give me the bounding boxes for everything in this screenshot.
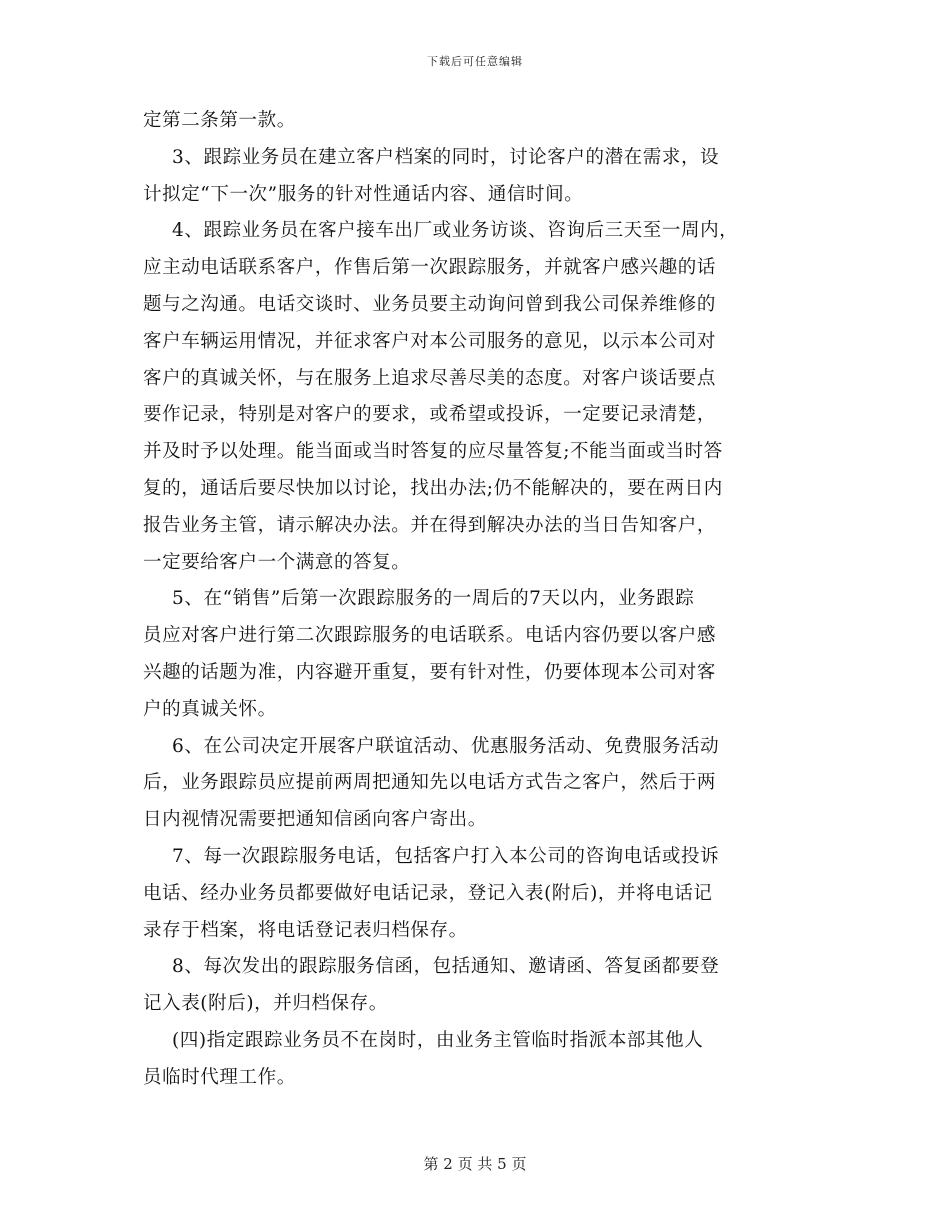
body-line: 复的，通话后要尽快加以讨论，找出办法;仍不能解决的，要在两日内: [143, 477, 723, 499]
body-line: 客户的真诚关怀，与在服务上追求尽善尽美的态度。对客户谈话要点: [143, 367, 717, 389]
body-line: 录存于档案，将电话登记表归档保存。: [143, 919, 468, 941]
page-header: 下载后可任意编辑: [427, 55, 523, 68]
body-line: 计拟定“下一次”服务的针对性通话内容、通信时间。: [143, 183, 584, 205]
body-line: 3、跟踪业务员在建立客户档案的同时，讨论客户的潜在需求，设: [172, 146, 720, 168]
page-number-footer: 第 2 页 共 5 页: [423, 1155, 527, 1173]
body-line: (四)指定跟踪业务员不在岗时，由业务主管临时指派本部其他人: [172, 1029, 704, 1051]
body-line: 6、在公司决定开展客户联谊活动、优惠服务活动、免费服务活动: [172, 735, 720, 757]
body-line: 并及时予以处理。能当面或当时答复的应尽量答复;不能当面或当时答: [143, 441, 723, 463]
body-line: 员应对客户进行第二次跟踪服务的电话联系。电话内容仍要以客户感: [143, 625, 717, 647]
body-line: 电话、经办业务员都要做好电话记录，登记入表(附后)，并将电话记: [143, 882, 713, 904]
body-line: 户的真诚关怀。: [143, 698, 277, 720]
body-line: 定第二条第一款。: [143, 110, 296, 131]
body-line: 一定要给客户一个满意的答复。: [143, 551, 411, 573]
body-line: 4、跟踪业务员在客户接车出厂或业务访谈、咨询后三天至一周内，: [172, 220, 739, 242]
body-line: 日内视情况需要把通知信函向客户寄出。: [143, 809, 487, 831]
body-line: 7、每一次跟踪服务电话，包括客户打入本公司的咨询电话或投诉: [172, 845, 720, 867]
body-line: 报告业务主管，请示解决办法。并在得到解决办法的当日告知客户，: [143, 514, 717, 536]
body-line: 题与之沟通。电话交谈时、业务员要主动询问曾到我公司保养维修的: [143, 293, 717, 315]
body-line: 记入表(附后)，并归档保存。: [143, 993, 388, 1015]
body-line: 兴趣的话题为准，内容避开重复，要有针对性，仍要体现本公司对客: [143, 661, 717, 683]
body-line: 要作记录，特别是对客户的要求，或希望或投诉，一定要记录清楚，: [143, 404, 717, 426]
body-line: 5、在“销售”后第一次跟踪服务的一周后的7天以内，业务跟踪: [172, 588, 695, 610]
body-line: 后，业务跟踪员应提前两周把通知先以电话方式告之客户，然后于两: [143, 772, 717, 794]
body-line: 8、每次发出的跟踪服务信函，包括通知、邀请函、答复函都要登: [172, 956, 720, 978]
document-body: [143, 103, 823, 1097]
body-line: 客户车辆运用情况，并征求客户对本公司服务的意见，以示本公司对: [143, 330, 717, 352]
body-line: 员临时代理工作。: [143, 1066, 296, 1088]
body-line: 应主动电话联系客户，作售后第一次跟踪服务，并就客户感兴趣的话: [143, 257, 717, 279]
